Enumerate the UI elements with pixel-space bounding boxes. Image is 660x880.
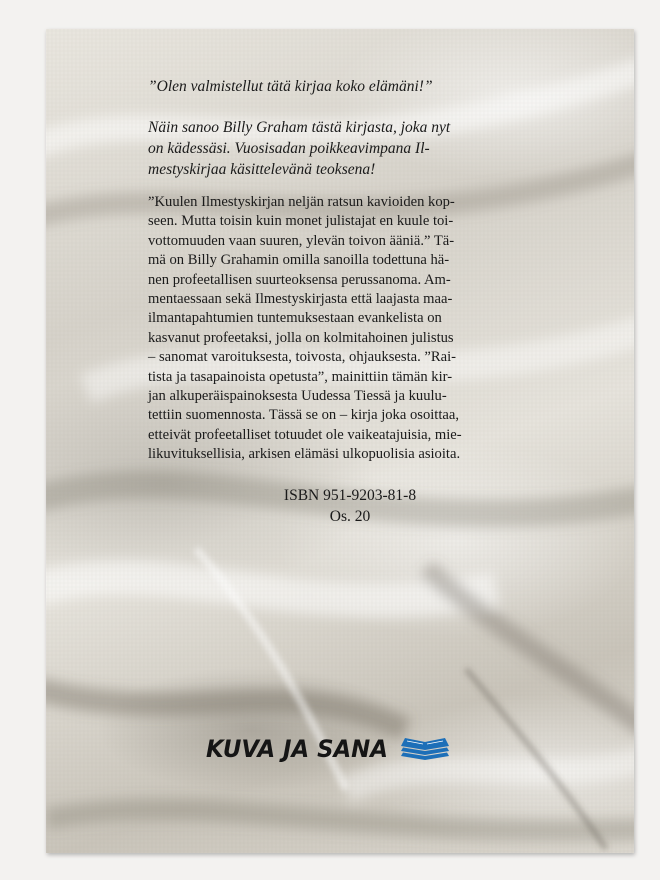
body-line: mentaessaan sekä Ilmestyskirjasta että laajasta maa- [148,291,453,308]
author-quote [148,76,558,97]
description-paragraph [148,193,558,465]
body-line: likuvituksellisia, arkisen elämäsi ulkopuolisia asioita. [148,446,461,463]
body-line: nen profeetallisen suurteoksensa perussanoma. Am- [148,271,451,288]
edition-number: Os. 20 [329,508,371,525]
body-line: tista ja tasapainoista opetusta”, mainittiin tämän kir- [148,368,453,385]
publisher-name: KUVA JA SANA [206,735,388,763]
body-line: ilmantapahtumien tuntemuksestaan evankelista on [148,310,442,327]
body-line: seen. Mutta toisin kuin monet julistajat en kuule toi- [148,213,454,230]
body-line: ”Kuulen Ilmestyskirjan neljän ratsun kavioiden kop- [148,194,455,210]
body-line: – sanomat varoituksesta, toivosta, ohjauksesta. ”Rai- [148,349,457,366]
body-line: etteivät profeetalliset totuudet ole vaikeatajuisia, mie- [148,426,462,443]
body-line: jan alkuperäispainoksesta Uudessa Tiessä ja kuulu- [148,388,447,405]
lead-line: mestyskirjaa käsittelevänä teoksena! [148,161,376,178]
author-quote-text: ”Olen valmistellut tätä kirjaa koko elämäni!” [148,78,433,95]
body-line: tettiin suomennosta. Tässä se on – kirja joka osoittaa, [148,407,460,424]
open-book-icon [401,736,449,762]
book-back-cover [46,29,634,853]
lead-line: Näin sanoo Billy Graham tästä kirjasta, joka nyt [148,119,451,136]
isbn-block [46,485,634,527]
lead-paragraph [148,117,558,180]
isbn-number: ISBN 951-9203-81-8 [283,487,417,504]
body-line: vottomuuden vaan suuren, ylevän toivon ääniä.” Tä- [148,232,455,249]
publisher-logo [206,735,449,763]
body-line: mä on Billy Grahamin omilla sanoilla todettuna hä- [148,252,450,269]
body-line: kasvanut profeetaksi, jolla on kolmitahoinen julistus [148,329,454,346]
lead-line: on kädessäsi. Vuosisadan poikkeavimpana Il- [148,140,430,157]
